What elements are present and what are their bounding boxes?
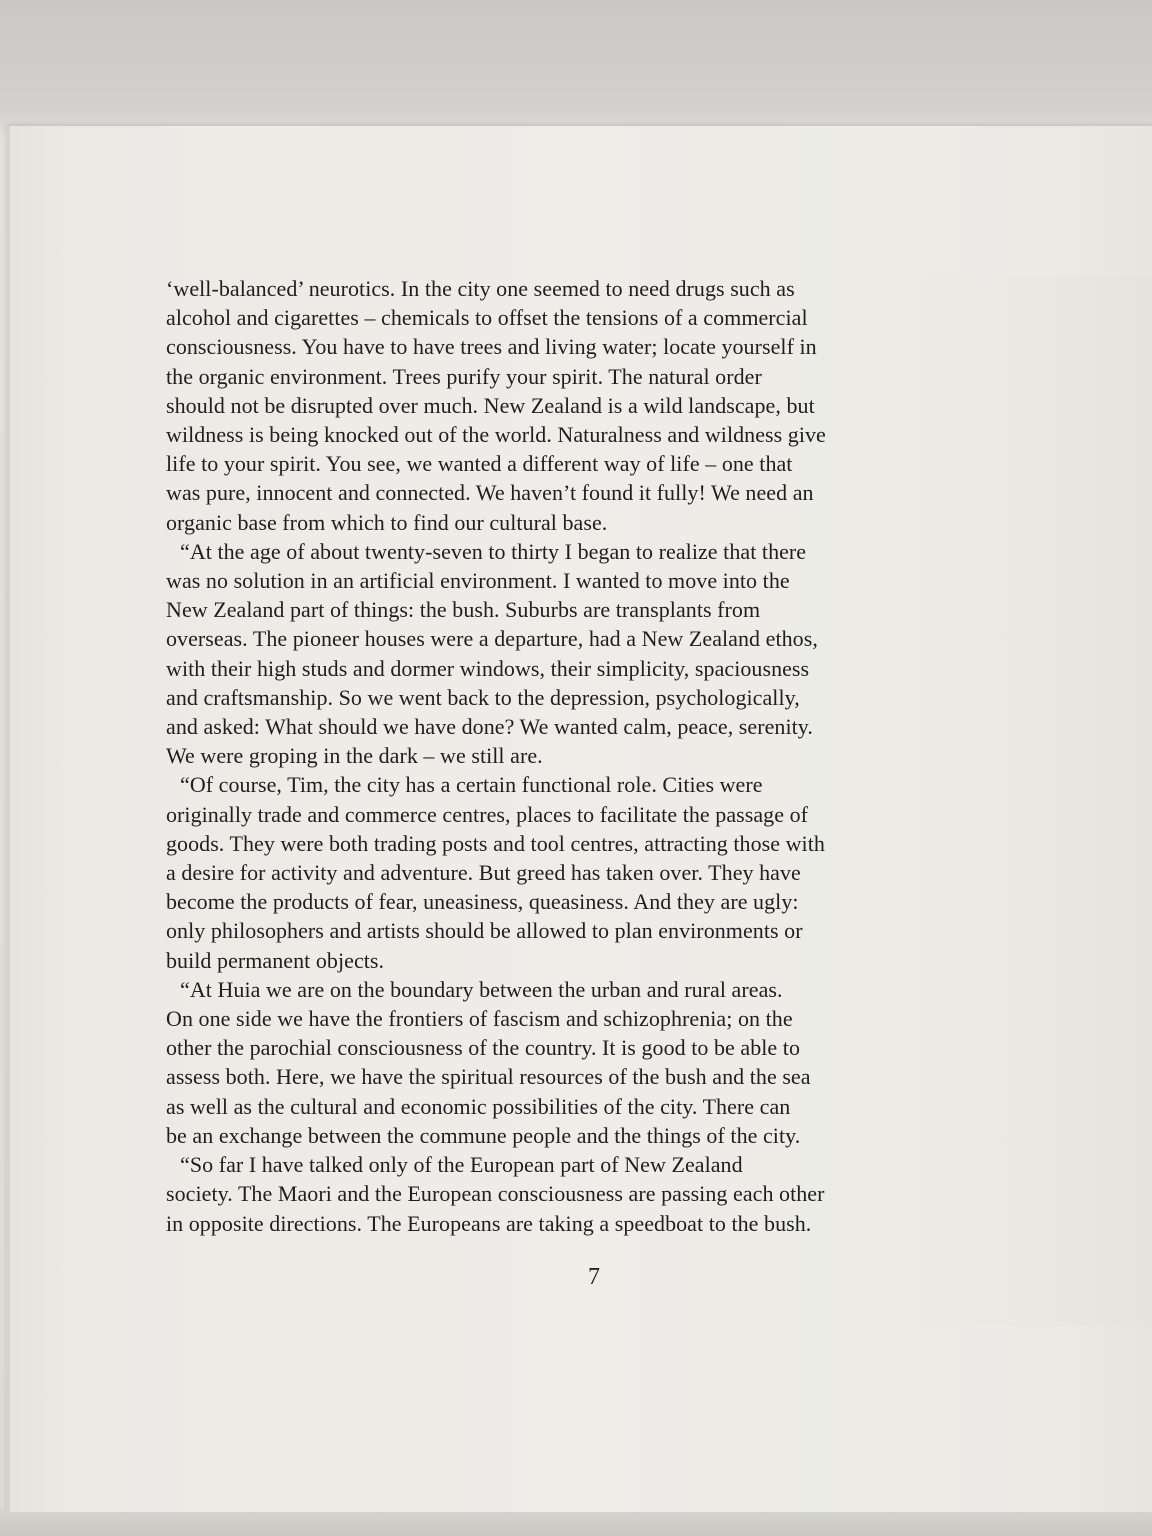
text-line: a desire for activity and adventure. But greed has taken over. They have <box>166 860 801 886</box>
text-line: “So far I have talked only of the European part of New Zealand <box>180 1152 743 1178</box>
text-line: the organic environment. Trees purify your spirit. The natural order <box>166 363 762 389</box>
text-line: originally trade and commerce centres, places to facilitate the passage of <box>166 801 809 827</box>
text-line: On one side we have the frontiers of fascism and schizophrenia; on the <box>166 1006 793 1032</box>
body-text <box>166 274 926 1238</box>
text-line: “At the age of about twenty-seven to thirty I began to realize that there <box>180 538 807 564</box>
text-line: alcohol and cigarettes – chemicals to offset the tensions of a commercial <box>166 305 808 331</box>
text-line: and craftsmanship. So we went back to the depression, psychologically, <box>166 684 800 710</box>
page-edge <box>6 126 10 1512</box>
text-line: New Zealand part of things: the bush. Suburbs are transplants from <box>166 597 761 623</box>
text-line: as well as the cultural and economic possibilities of the city. There can <box>166 1093 791 1119</box>
text-line: wildness is being knocked out of the world. Naturalness and wildness give <box>166 422 826 448</box>
text-line: life to your spirit. You see, we wanted a different way of life – one that <box>166 451 793 477</box>
book-page <box>6 126 1152 1512</box>
text-line: organic base from which to find our cultural base. <box>166 509 608 535</box>
text-line: with their high studs and dormer windows, their simplicity, spaciousness <box>166 655 810 681</box>
text-line: should not be disrupted over much. New Zealand is a wild landscape, but <box>166 392 815 418</box>
text-line: We were groping in the dark – we still are. <box>166 743 543 769</box>
text-line: “At Huia we are on the boundary between the urban and rural areas. <box>180 976 783 1002</box>
text-line: assess both. Here, we have the spiritual resources of the bush and the sea <box>166 1064 811 1090</box>
text-line: and asked: What should we have done? We wanted calm, peace, serenity. <box>166 714 813 740</box>
text-line: society. The Maori and the European consciousness are passing each other <box>166 1181 825 1207</box>
text-line: was pure, innocent and connected. We haven’t found it fully! We need an <box>166 480 814 506</box>
text-line: only philosophers and artists should be allowed to plan environments or <box>166 918 803 944</box>
text-line: “Of course, Tim, the city has a certain functional role. Cities were <box>180 772 763 798</box>
text-line: consciousness. You have to have trees and living water; locate yourself in <box>166 334 817 360</box>
text-line: other the parochial consciousness of the country. It is good to be able to <box>166 1035 800 1061</box>
text-line: overseas. The pioneer houses were a departure, had a New Zealand ethos, <box>166 626 818 652</box>
text-line: in opposite directions. The Europeans are taking a speedboat to the bush. <box>166 1210 812 1236</box>
text-line: become the products of fear, uneasiness, queasiness. And they are ugly: <box>166 889 799 915</box>
page-number: 7 <box>588 1264 600 1290</box>
text-line: was no solution in an artificial environment. I wanted to move into the <box>166 568 790 594</box>
text-line: ‘well-balanced’ neurotics. In the city one seemed to need drugs such as <box>166 276 795 301</box>
show-through-shading <box>902 276 1152 1326</box>
text-line: goods. They were both trading posts and tool centres, attracting those with <box>166 830 825 856</box>
text-line: be an exchange between the commune people and the things of the city. <box>166 1122 801 1148</box>
text-line: build permanent objects. <box>166 947 385 973</box>
